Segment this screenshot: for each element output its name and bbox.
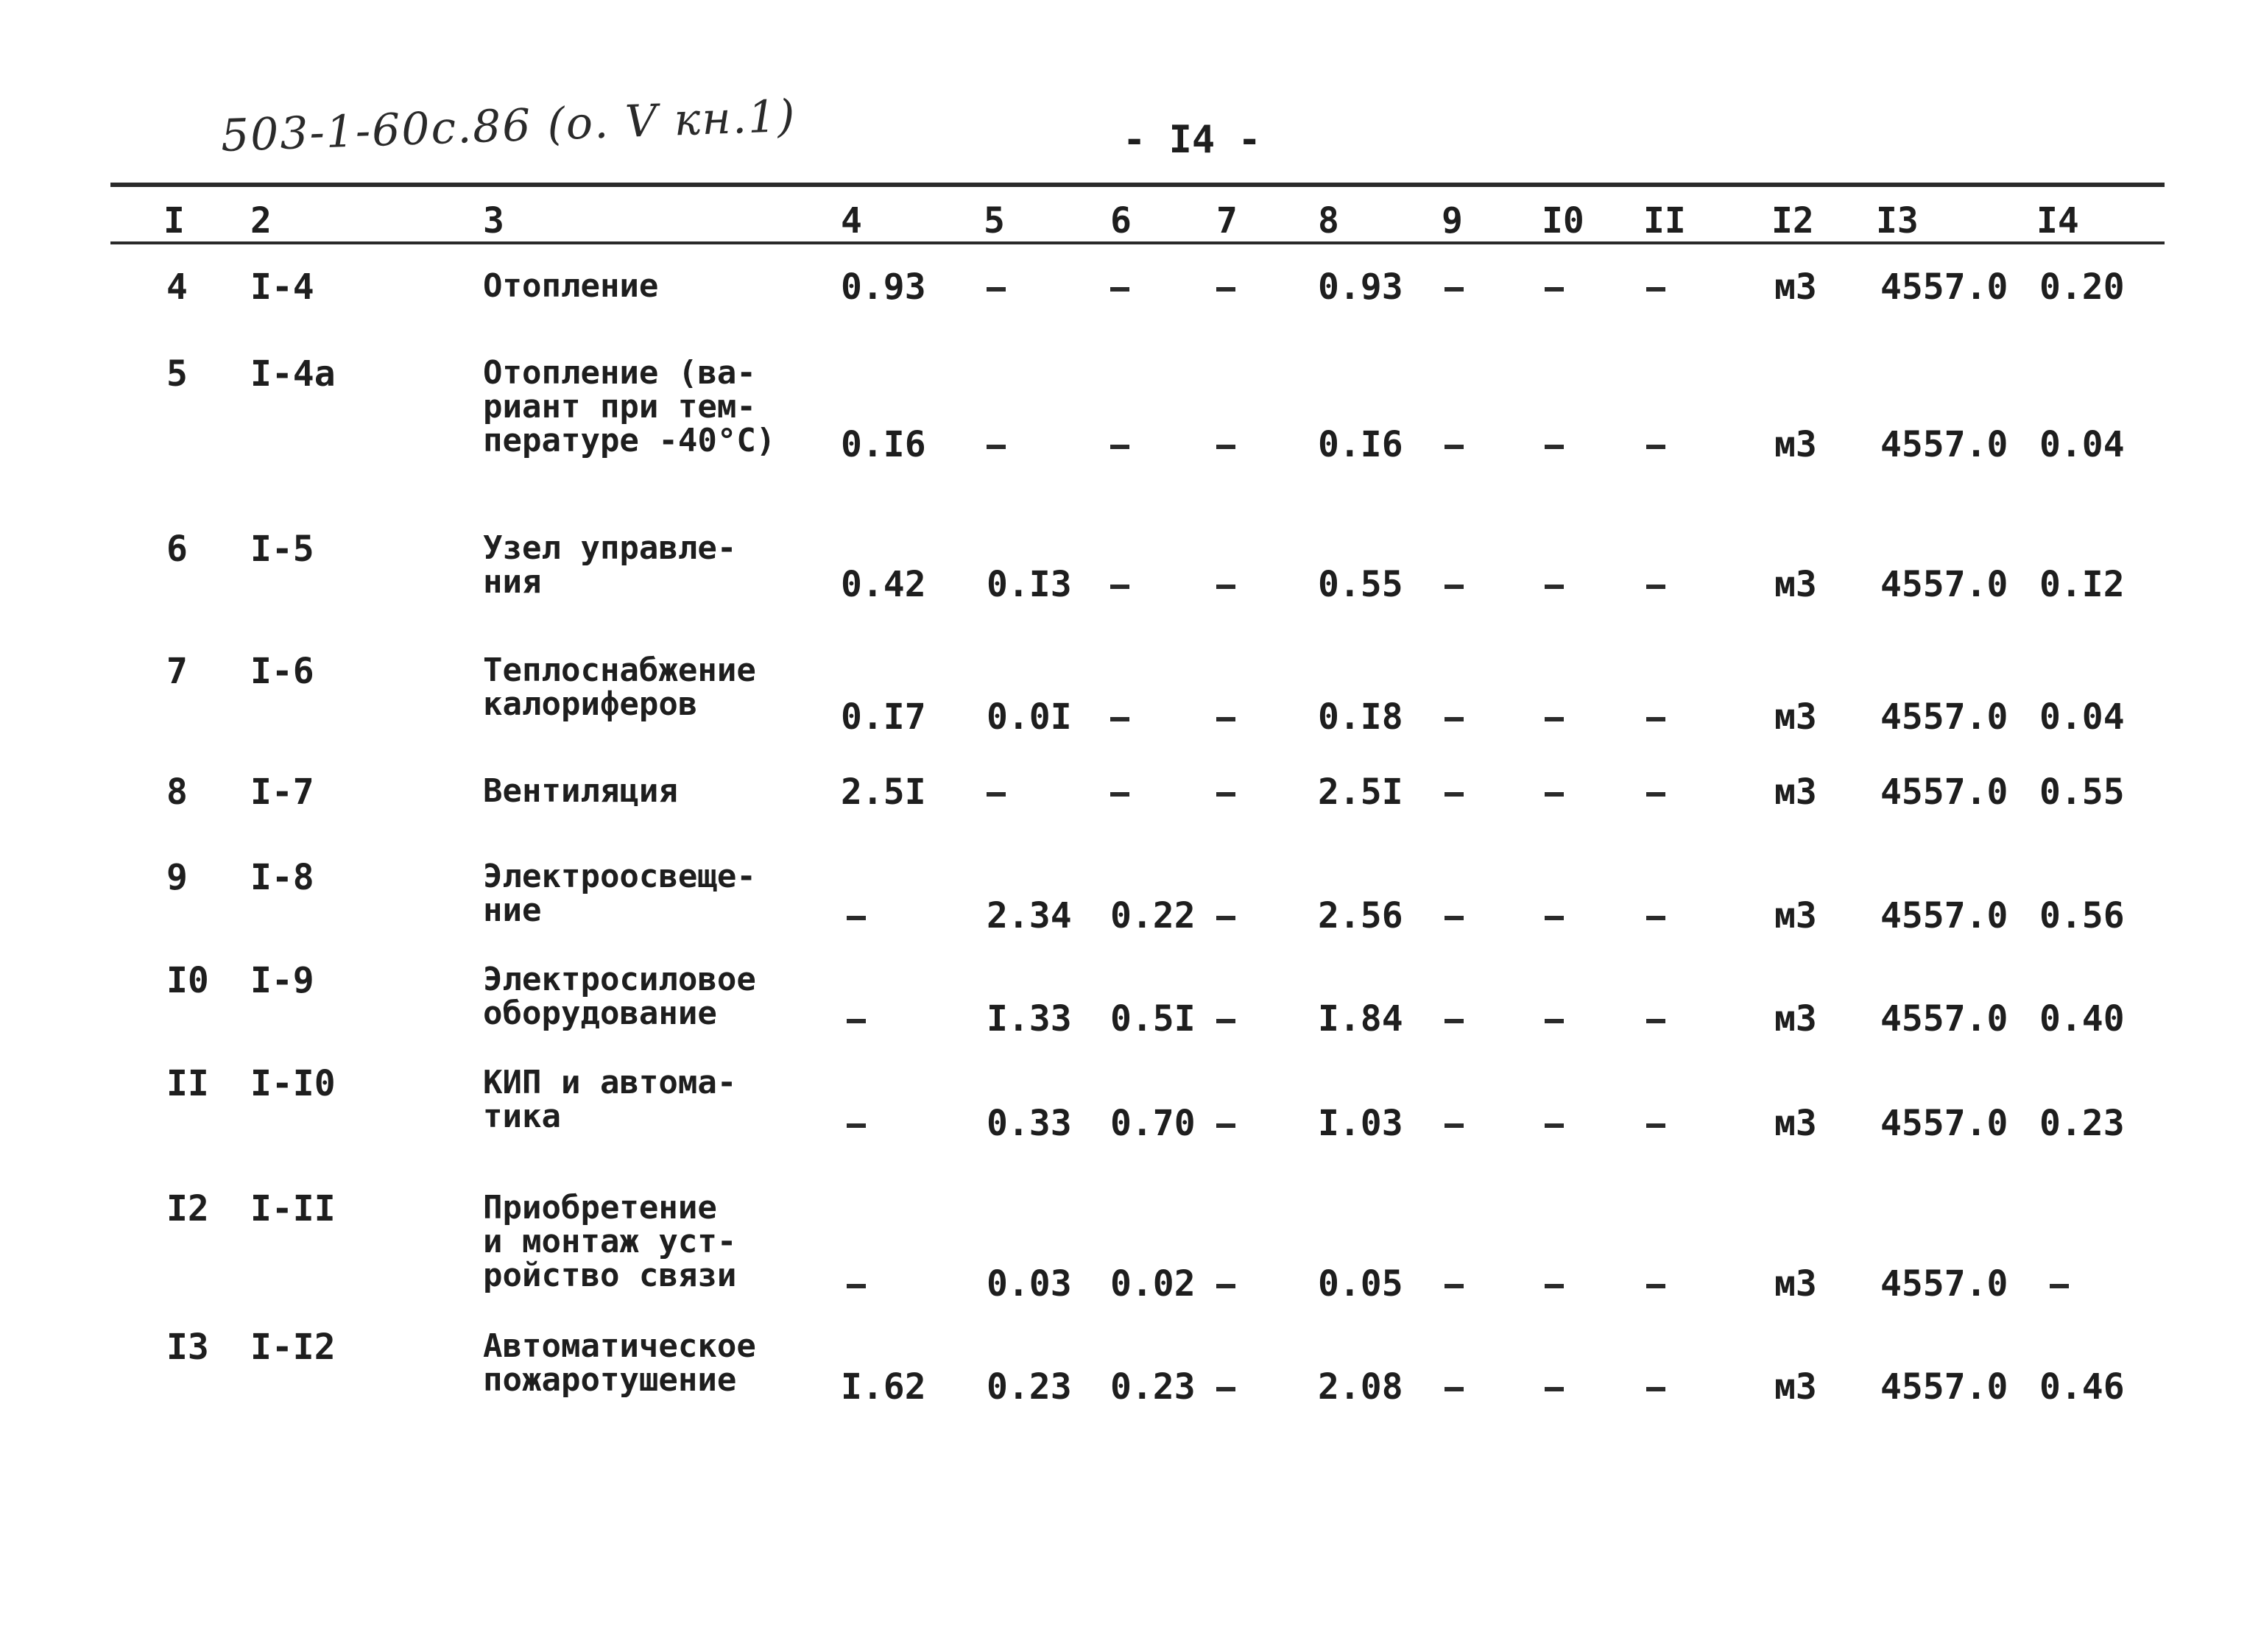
empty-value-dash (1216, 445, 1235, 449)
value-cell: 2.5I (841, 772, 926, 813)
row-number: I2 (166, 1188, 209, 1229)
empty-value-dash (1545, 287, 1564, 292)
value-cell: 4557.0 (1880, 1103, 2008, 1144)
empty-value-dash (1545, 1387, 1564, 1391)
empty-value-dash (1545, 1019, 1564, 1023)
unit-cell: м3 (1774, 1263, 1817, 1305)
value-cell: 2.08 (1318, 1366, 1403, 1408)
column-header: 4 (841, 200, 862, 241)
work-description: Отопление (ва- риант при тем- пературе -40°С) (483, 354, 776, 459)
value-cell: 0.23 (987, 1366, 1072, 1408)
row-number: I0 (166, 960, 209, 1001)
empty-value-dash (1110, 792, 1129, 797)
empty-value-dash (1646, 916, 1665, 920)
empty-value-dash (1110, 717, 1129, 721)
value-cell: I.33 (987, 998, 1072, 1039)
unit-cell: м3 (1774, 1103, 1817, 1144)
unit-cell: м3 (1774, 266, 1817, 308)
value-cell: 0.I8 (1318, 696, 1403, 738)
empty-value-dash (2050, 1284, 2069, 1288)
value-cell: 0.56 (2039, 895, 2125, 936)
empty-value-dash (1646, 1019, 1665, 1023)
empty-value-dash (1545, 585, 1564, 589)
value-cell: 0.04 (2039, 696, 2125, 738)
value-cell: 0.55 (1318, 564, 1403, 605)
work-code: I-7 (250, 772, 314, 813)
column-header: 6 (1110, 200, 1132, 241)
value-cell: 0.I3 (987, 564, 1072, 605)
column-header: I3 (1876, 200, 1919, 241)
empty-value-dash (1646, 287, 1665, 292)
value-cell: 0.40 (2039, 998, 2125, 1039)
row-number: II (166, 1063, 209, 1104)
empty-value-dash (1110, 445, 1129, 449)
value-cell: 0.I6 (1318, 424, 1403, 465)
work-code: I-9 (250, 960, 314, 1001)
work-code: I-II (250, 1188, 336, 1229)
unit-cell: м3 (1774, 1366, 1817, 1408)
column-header: 5 (984, 200, 1005, 241)
empty-value-dash (847, 916, 866, 920)
unit-cell: м3 (1774, 696, 1817, 738)
work-description: Теплоснабжение калориферов (483, 652, 756, 723)
value-cell: 0.05 (1318, 1263, 1403, 1305)
empty-value-dash (1216, 717, 1235, 721)
work-code: I-4а (250, 353, 336, 395)
column-header: I0 (1542, 200, 1584, 241)
empty-value-dash (1110, 287, 1129, 292)
table-top-rule (110, 183, 2165, 187)
value-cell: 4557.0 (1880, 424, 2008, 465)
empty-value-dash (1445, 1019, 1464, 1023)
unit-cell: м3 (1774, 772, 1817, 813)
empty-value-dash (1545, 1123, 1564, 1128)
empty-value-dash (1545, 445, 1564, 449)
empty-value-dash (1646, 1284, 1665, 1288)
unit-cell: м3 (1774, 895, 1817, 936)
work-description: Электроосвеще- ние (483, 858, 756, 929)
empty-value-dash (1545, 792, 1564, 797)
row-number: 5 (166, 353, 188, 395)
empty-value-dash (1445, 792, 1464, 797)
empty-value-dash (987, 287, 1006, 292)
empty-value-dash (847, 1019, 866, 1023)
empty-value-dash (1445, 1387, 1464, 1391)
value-cell: 0.46 (2039, 1366, 2125, 1408)
value-cell: I.84 (1318, 998, 1403, 1039)
value-cell: 4557.0 (1880, 895, 2008, 936)
value-cell: 0.33 (987, 1103, 1072, 1144)
empty-value-dash (1545, 1284, 1564, 1288)
empty-value-dash (1445, 585, 1464, 589)
work-code: I-I0 (250, 1063, 336, 1104)
empty-value-dash (1445, 287, 1464, 292)
column-header: I2 (1771, 200, 1814, 241)
unit-cell: м3 (1774, 564, 1817, 605)
empty-value-dash (1216, 585, 1235, 589)
value-cell: 0.5I (1110, 998, 1196, 1039)
empty-value-dash (1445, 1123, 1464, 1128)
value-cell: 0.55 (2039, 772, 2125, 813)
value-cell: 0.I7 (841, 696, 926, 738)
value-cell: 4557.0 (1880, 1263, 2008, 1305)
empty-value-dash (1445, 916, 1464, 920)
page-number: - I4 - (1123, 118, 1261, 162)
value-cell: 0.23 (1110, 1366, 1196, 1408)
empty-value-dash (1445, 1284, 1464, 1288)
value-cell: I.62 (841, 1366, 926, 1408)
column-header: I4 (2036, 200, 2079, 241)
work-description: Узел управле- ния (483, 529, 737, 601)
work-description: Автоматическое пожаротушение (483, 1327, 756, 1399)
row-number: 7 (166, 651, 188, 692)
row-number: 4 (166, 266, 188, 308)
column-header: 8 (1318, 200, 1339, 241)
value-cell: 4557.0 (1880, 772, 2008, 813)
empty-value-dash (847, 1123, 866, 1128)
empty-value-dash (1545, 916, 1564, 920)
column-header: I (163, 200, 185, 241)
unit-cell: м3 (1774, 998, 1817, 1039)
empty-value-dash (1646, 717, 1665, 721)
work-code: I-5 (250, 529, 314, 570)
value-cell: 0.93 (841, 266, 926, 308)
value-cell: 0.03 (987, 1263, 1072, 1305)
value-cell: 0.42 (841, 564, 926, 605)
empty-value-dash (1216, 792, 1235, 797)
empty-value-dash (987, 792, 1006, 797)
work-code: I-4 (250, 266, 314, 308)
value-cell: 0.0I (987, 696, 1072, 738)
table-header-rule (110, 241, 2165, 244)
value-cell: I.03 (1318, 1103, 1403, 1144)
work-description: Отопление (483, 267, 659, 305)
work-description: КИП и автома- тика (483, 1064, 737, 1135)
empty-value-dash (1646, 1387, 1665, 1391)
value-cell: 0.20 (2039, 266, 2125, 308)
empty-value-dash (1110, 585, 1129, 589)
value-cell: 2.56 (1318, 895, 1403, 936)
value-cell: 0.70 (1110, 1103, 1196, 1144)
value-cell: 0.23 (2039, 1103, 2125, 1144)
work-code: I-I2 (250, 1327, 336, 1368)
value-cell: 4557.0 (1880, 1366, 2008, 1408)
value-cell: 0.22 (1110, 895, 1196, 936)
value-cell: 0.02 (1110, 1263, 1196, 1305)
empty-value-dash (847, 1284, 866, 1288)
value-cell: 2.34 (987, 895, 1072, 936)
empty-value-dash (1545, 717, 1564, 721)
empty-value-dash (1646, 792, 1665, 797)
empty-value-dash (1646, 1123, 1665, 1128)
value-cell: 4557.0 (1880, 696, 2008, 738)
empty-value-dash (1216, 1284, 1235, 1288)
value-cell: 2.5I (1318, 772, 1403, 813)
work-code: I-8 (250, 857, 314, 898)
unit-cell: м3 (1774, 424, 1817, 465)
row-number: 8 (166, 772, 188, 813)
value-cell: 0.I6 (841, 424, 926, 465)
value-cell: 4557.0 (1880, 564, 2008, 605)
row-number: I3 (166, 1327, 209, 1368)
value-cell: 0.I2 (2039, 564, 2125, 605)
row-number: 6 (166, 529, 188, 570)
empty-value-dash (1646, 445, 1665, 449)
work-code: I-6 (250, 651, 314, 692)
document-code-handwritten: 503-1-60с.86 (о. V кн.1) (219, 90, 797, 162)
work-description: Вентиляция (483, 772, 678, 810)
empty-value-dash (1216, 916, 1235, 920)
row-number: 9 (166, 857, 188, 898)
empty-value-dash (1216, 1123, 1235, 1128)
empty-value-dash (1445, 717, 1464, 721)
column-header: 9 (1442, 200, 1463, 241)
empty-value-dash (1216, 1387, 1235, 1391)
work-description: Электросиловое оборудование (483, 961, 756, 1032)
column-header: 3 (483, 200, 504, 241)
empty-value-dash (1646, 585, 1665, 589)
column-header: 7 (1216, 200, 1238, 241)
empty-value-dash (1216, 1019, 1235, 1023)
empty-value-dash (1216, 287, 1235, 292)
column-header: 2 (250, 200, 272, 241)
value-cell: 0.93 (1318, 266, 1403, 308)
empty-value-dash (987, 445, 1006, 449)
value-cell: 0.04 (2039, 424, 2125, 465)
column-header: II (1643, 200, 1686, 241)
value-cell: 4557.0 (1880, 266, 2008, 308)
value-cell: 4557.0 (1880, 998, 2008, 1039)
work-description: Приобретение и монтаж уст- ройство связи (483, 1189, 737, 1294)
empty-value-dash (1445, 445, 1464, 449)
